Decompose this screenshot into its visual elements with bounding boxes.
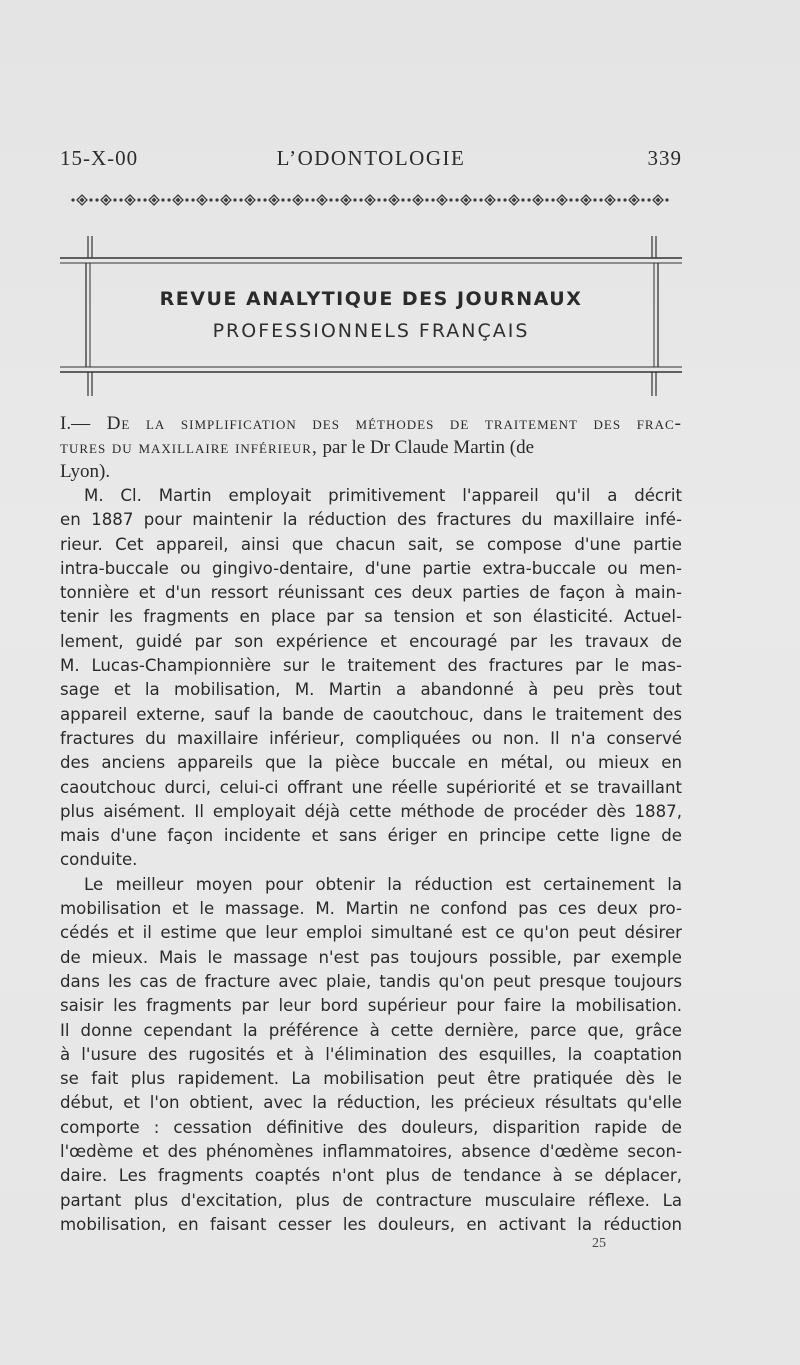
body-line: appareil externe, sauf la bande de caoutchouc, dans le traitement des xyxy=(60,704,682,724)
running-header xyxy=(60,146,682,176)
body-line: mais d'une façon incidente et sans ériger en principe cette ligne de xyxy=(60,826,682,846)
body-line: de mieux. Mais le massage n'est pas toujours possible, par exemple xyxy=(60,947,682,967)
section-title-frame xyxy=(60,236,682,396)
section-title-main: REVUE ANALYTIQUE DES JOURNAUX xyxy=(159,288,583,310)
frame-rules xyxy=(60,236,682,396)
decorative-ornament-band xyxy=(70,190,670,210)
body-line: tenir les fragments en place par sa tension et son élasticité. Actuel- xyxy=(60,607,682,627)
issue-date: 15-X-00 xyxy=(60,146,139,170)
article-body xyxy=(60,484,682,1237)
body-line: M. Cl. Martin employait primitivement l'appareil qu'il a décrit xyxy=(84,486,682,505)
article-title-part2: tures du maxillaire inférieur, xyxy=(60,437,318,458)
body-line: lement, guidé par son expérience et encouragé par les travaux de xyxy=(60,631,682,651)
page-number: 339 xyxy=(647,146,682,170)
body-line: Le meilleur moyen pour obtenir la réduction est certainement la xyxy=(84,874,682,894)
body-line: comporte : cessation définitive des douleurs, disparition rapide de xyxy=(60,1117,682,1137)
article-heading-line1 xyxy=(60,412,682,436)
body-line: plus aisément. Il employait déjà cette méthode de procéder dès 1887, xyxy=(60,801,682,821)
body-line: conduite. xyxy=(60,850,138,870)
section-title-sub: PROFESSIONNELS FRANÇAIS xyxy=(212,320,530,342)
body-line: cédés et il estime que leur emploi simultané est ce qu'on peut désirer xyxy=(60,923,682,943)
body-line: se fait plus rapidement. La mobilisation peut être pratiquée dès le xyxy=(60,1069,682,1089)
body-line: mobilisation et le massage. M. Martin ne confond pas ces deux pro- xyxy=(60,899,682,919)
body-line: mobilisation, en faisant cesser les douleurs, en activant la réduction xyxy=(60,1214,682,1234)
article-heading xyxy=(60,412,682,484)
body-line: rieur. Cet appareil, ainsi que chacun sait, se compose d'une partie xyxy=(60,534,682,554)
body-line: Il donne cependant la préférence à cette dernière, parce que, grâce xyxy=(60,1020,682,1040)
body-line: saisir les fragments par leur bord supérieur pour faire la mobilisation. xyxy=(60,996,682,1016)
article-heading-line3 xyxy=(60,460,682,484)
article-title-part1: — De la simplification des méthodes de traitement des frac- xyxy=(71,413,682,434)
body-line: à l'usure des rugosités et à l'élimination des esquilles, la coaptation xyxy=(60,1044,682,1064)
journal-name: L’ODONTOLOGIE xyxy=(276,146,466,170)
signature-mark: 25 xyxy=(592,1236,606,1251)
body-line: partant plus d'excitation, plus de contracture musculaire réflexe. La xyxy=(60,1190,682,1210)
body-line: sage et la mobilisation, M. Martin a abandonné à peu près tout xyxy=(60,680,682,700)
body-line: dans les cas de fracture avec plaie, tandis qu'on peut presque toujours xyxy=(60,971,682,991)
article-heading-line2 xyxy=(60,436,682,460)
body-line: caoutchouc durci, celui-ci offrant une réelle supériorité et se travaillant xyxy=(60,777,682,797)
body-line: tonnière et d'un ressort réunissant ces deux parties de façon à main- xyxy=(60,583,682,603)
body-line: début, et l'on obtient, avec la réduction, les précieux résultats qu'elle xyxy=(60,1093,682,1113)
article-number: I. xyxy=(60,413,72,434)
body-line: daire. Les fragments coaptés n'ont plus de tendance à se déplacer, xyxy=(60,1166,682,1186)
body-line: en 1887 pour maintenir la réduction des fractures du maxillaire infé- xyxy=(60,510,682,530)
body-line: fractures du maxillaire inférieur, compliquées ou non. Il n'a conservé xyxy=(60,728,682,748)
body-line: M. Lucas-Championnière sur le traitement des fractures par le mas- xyxy=(60,656,682,676)
body-line: l'œdème et des phénomènes inflammatoires, absence d'œdème secon- xyxy=(60,1142,682,1162)
article-author-city: Lyon). xyxy=(60,461,111,482)
article-author: par le Dr Claude Martin (de xyxy=(317,437,535,458)
body-line: des anciens appareils que la pièce buccale en métal, ou mieux en xyxy=(60,753,682,773)
body-line: intra-buccale ou gingivo-dentaire, d'une partie extra-buccale ou men- xyxy=(60,558,682,578)
